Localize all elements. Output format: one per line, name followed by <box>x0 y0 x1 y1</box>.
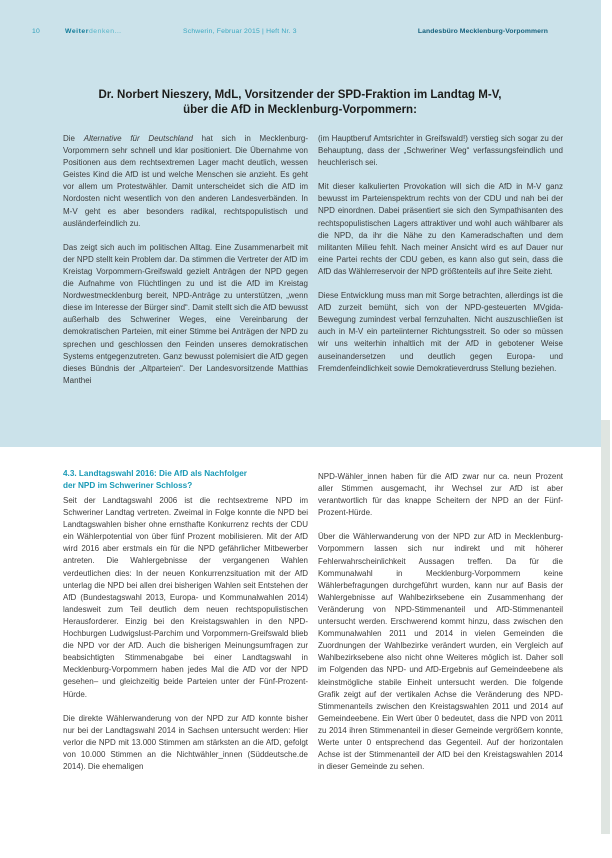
article-paragraph: Diese Entwicklung muss man mit Sorge betrachten, allerdings ist die AfD zurzeit bemüht, sich von der NPD-gesteuerten MVgida-Bewegung zumindest verbal fernzuhalten. Nicht auszuschließen ist auch in M-V ein parteiinterner Richtungsstreit. So oder so müssen wir uns weiterhin inhaltlich mit der AfD in gebotener Weise auseinandersetzen und deutlich gegen Europa- und Fremdenfeindlichkeit sowie Demokratieverdruss Stellung beziehen. <box>318 291 563 373</box>
article-paragraph: (im Hauptberuf Amtsrichter in Greifswald!) verstieg sich sogar zu der Behauptung, dass der „Schweriner Weg“ verfassungsfeindlich und heuchlerisch sei. <box>318 134 563 168</box>
article-paragraph: Mit dieser kalkulierten Provokation will sich die AfD in M-V ganz bewusst im Parteienspektrum rechts von der CDU und nah bei der NPD einordnen. Dabei präsentiert sie sich den Sympathisanten des rechtspopulistischen Lagers attraktiver und wohl auch wählbarer als die NPD, da ihr die Nähe zu den Kameradschaften und dem militanten Milieu fehlt. Nach meiner Ansicht wird es auf Dauer nur eine Partei rechts der CDU geben, es kann also gut sein, dass die AfD das Wählerreservoir der NPD größtenteils auf ihre Seite zieht. <box>318 182 563 276</box>
intro-text-pre: Die <box>63 134 84 143</box>
section-paragraph: Über die Wählerwanderung von der NPD zur AfD in Mecklenburg-Vorpommern lassen sich nur indirekt und mit höherer Fehlerwahrscheinlichkeit Aussagen treffen. Da für die Kommunalwahl in Mecklenburg-Vorpommern keine Wählerbefragungen durchgeführt wurden, kann nur auf Basis der Wahlergebnisse auf Wahlbezirksebene ein Zusammenhang der Veränderung von NPD-Stimmenanteil und AfD-Stimmenanteil untersucht werden. Erschwerend kommt hinzu, dass zwischen den Kommunalwahlen 2011 und 2014 in vielen Gemeinden die Zuordnungen der Wahlbezirke verändert wurden, ein Vergleich auf Wahlbezirksebene also nicht ohne Weiteres möglich ist. Daher soll im Folgenden das NPD- und AfD-Ergebnis auf Gemeindeebene als kleinstmögliche stabile Einheit untersucht werden. Die folgende Grafik zeigt auf der vertikalen Achse die Veränderung des NPD-Stimmenanteils zwischen den Kreistagswahlen 2011 und 2014 auf Gemeindeebene. Ein Wert über 0 bedeutet, dass die NPD von 2011 zu 2014 ihren Stimmenanteil in dieser Gemeinde vergrößern konnte, Werte unter 0 entsprechend das Gegenteil. Auf der horizontalen Achse ist der Stimmenanteil der AfD bei den Kreistagswahlen 2014 in dieser Gemeinde zu sehen. <box>318 532 563 772</box>
issue-info: Schwerin, Februar 2015 | Heft Nr. 3 <box>183 28 297 35</box>
section-paragraph: NPD-Wähler_innen haben für die AfD zwar nur ca. neun Prozent aller Stimmen ausgemacht, ihr Wechsel zur AfD ist aber verantwortlich für das knappe Scheitern der NPD an der Fünf-Prozent-Hürde. <box>318 472 563 518</box>
page-header <box>32 28 548 36</box>
article-paragraph: Das zeigt sich auch im politischen Alltag. Eine Zusammenarbeit mit der NPD stellt kein Problem dar. Da stimmen die Vertreter der AfD im Kreistag Vorpommern-Greifswald gezielt Anträgen der NPD gegen die Aufnahme von Flüchtlingen zu und ist die AfD im Kreistag Nordwestmecklenburg bereit, NPD-Anträge zu unterstützen, „wenn diese im Interesse der Bürger sind“. Damit stellt sich die AfD bewusst außerhalb des Schweriner Weges, eine Vereinbarung der demokratischen Parteien, mit einer Stimme bei Anträgen der NPD zu sprechen und geschlossen den Feinden unseres demokratischen Systems entgegenzutreten. Ganz bewusst polemisiert die AfD gegen dieses Bündnis der „Altparteien“. Der Landesvorsitzende Matthias Manthei <box>63 242 308 385</box>
page-number: 10 <box>32 28 40 35</box>
intro-text-rest: hat sich in Mecklenburg-Vorpommern sehr schnell und klar positioniert. Die Übernahme von Positionen aus dem rechtsextremen Lager macht deutlich, wessen Geistes Kind die AfD ist und welche Menschen sie anzieht. Es geht vor allem um Protestwähler. Damit unterscheidet sich die AfD im Nordosten nicht wesentlich von den anderen Landesverbänden. In M-V geht es aber besonders radikal, rechtspopulistisch und ausländerfeindlich zu. <box>63 134 308 228</box>
section-heading-line-2: der NPD im Schweriner Schloss? <box>63 481 193 490</box>
magazine-title-light: denken… <box>88 28 122 35</box>
page-edge-shadow <box>601 420 610 834</box>
article-title-line-2: über die AfD in Mecklenburg-Vorpommern: <box>183 103 417 116</box>
article-column-left <box>63 133 308 399</box>
section-paragraph: Die direkte Wählerwanderung von der NPD zur AfD konnte bisher nur bei der Landtagswahl 2014 in Sachsen untersucht werden: Hier verlor die NPD mit 13.000 Stimmen am stärksten an die AfD, gefolgt von 10.000 Stimmen an die Nichtwähler_innen (Süddeutsche.de 2014). Die ehemaligen <box>63 713 308 771</box>
section-paragraph: Seit der Landtagswahl 2006 ist die rechtsextreme NPD im Schweriner Landtag vertreten. Zweimal in Folge konnte die NPD bei Landtagswahlen bisher ohne ernsthafte Konkurrenz rechts der CDU ein Wählerpotential von über fünf Prozent mobilisieren. Mit der AfD wird 2016 aber erstmals ein für die NPD gefährlicher Mitbewerber antreten. Die Wahlergebnisse der vergangenen Wahlen verdeutlichen dies: In der neuen Konkurrenzsituation mit der AfD unterlag die NPD bei allen drei bisherigen Wahlen seit Entstehen der AfD (Bundestagswahl 2013, Europa- und Kommunalwahlen 2014) landesweit zum Teil deutlich dem neuen rechtspopulistischen Herausforderer. Einzig bei den Kreistagswahlen in den NPD-Hochburgen Ludwigslust-Parchim und Vorpommern-Greifswald blieb die NPD vor der AfD. Auch die bisherigen Meinungsumfragen zur beabsichtigten Stimmenabgabe bei einer Landtagswahl in Mecklenburg-Vorpommern haben jedes Mal die AfD vor der NPD gesehen– und gleichzeitig beide Parteien unter der Fünf-Prozent-Hürde. <box>63 496 308 699</box>
section-column-right <box>318 471 563 785</box>
publisher-name: Landesbüro Mecklenburg-Vorpommern <box>417 28 548 35</box>
magazine-title-bold: Weiter <box>65 28 89 35</box>
article-paragraph-intro <box>63 133 308 230</box>
article-title-line-1: Dr. Norbert Nieszery, MdL, Vorsitzender der SPD-Fraktion im Landtag M-V, <box>98 89 502 101</box>
article-title <box>50 88 550 117</box>
section-heading <box>63 468 308 492</box>
section-heading-line-1: 4.3. Landtagswahl 2016: Die AfD als Nachfolger <box>63 469 247 478</box>
article-column-right <box>318 133 563 387</box>
section-column-left <box>63 468 308 785</box>
magazine-title <box>65 28 183 36</box>
party-name-italic: Alternative für Deutschland <box>83 134 193 143</box>
